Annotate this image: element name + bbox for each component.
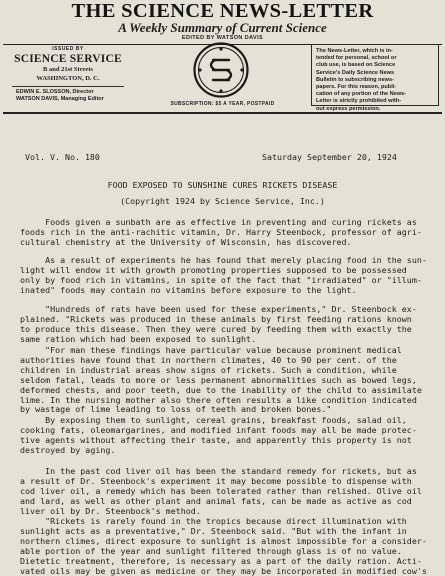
- article-paragraph: By exposing them to sunlight, cereal grains, breakfast foods, salad oil, cooking fats, oleomargarines, and modified infant foods may all be made protec- tive agents without affecting their taste, and apparently this property is not destroyed by aging.: [20, 415, 417, 455]
- usage-notice-line: papers. For this reason, publi-: [316, 84, 397, 91]
- article-copyright: (Copyright 1924 by Science Service, Inc.): [120, 196, 325, 206]
- publisher-city: WASHINGTON, D. C.: [36, 75, 100, 82]
- editor-credit: EDITED BY WATSON DAVIS: [181, 35, 264, 41]
- newsletter-title: THE SCIENCE NEWS-LETTER: [71, 0, 374, 22]
- issuer-block: [4, 46, 132, 103]
- newsletter-subtitle: A Weekly Summary of Current Science: [118, 20, 327, 35]
- article-paragraph: Foods given a sunbath are as effective in preventing and curing rickets as foods rich in the anti-rachitic vitamin, Dr. Harry Steenbock, professor of agri- cultural chemistry at the University of Wisconsin, has discovered.: [20, 217, 422, 247]
- usage-notice-line: club use, is based on Science: [316, 62, 396, 69]
- usage-notice-text: [316, 48, 434, 113]
- usage-notice-line: Service's Daily Science News: [316, 69, 395, 76]
- usage-notice-line: out express permission.: [316, 105, 381, 112]
- usage-notice-line: Bulletin to subscribing news-: [316, 76, 395, 83]
- publisher-name: SCIENCE SERVICE: [14, 53, 122, 65]
- director-line: EDWIN E. SLOSSON, Director: [16, 89, 94, 95]
- article-paragraph: "For man these findings have particular value because prominent medical authorities have found that in northern climates, 40 to 90 per cent. of the children in industrial areas show signs of rickets. Such a condition, while seldom fatal, leads to more or less permanent abnormalities such as bowed legs, deformed chests, and poor teeth, due to the inability of the child to assimilate lime. In the nursing mother also there often results a like condition indicated by wastage of lime leading to loss of teeth and broken bones.": [20, 345, 422, 415]
- usage-notice-line: cation of any portion of the News-: [316, 91, 407, 98]
- usage-notice-line: tended for personal, school or: [316, 55, 397, 62]
- usage-notice-line: The News-Letter, which is in-: [316, 48, 393, 54]
- volume-number: Vol. V. No. 180: [25, 152, 100, 162]
- managing-editor-line: WATSON DAVIS, Managing Editor: [16, 96, 104, 102]
- issued-by-label: ISSUED BY: [52, 46, 84, 52]
- article-headline: FOOD EXPOSED TO SUNSHINE CURES RICKETS DISEASE: [107, 180, 338, 190]
- article-paragraph: In the past cod liver oil has been the standard remedy for rickets, but as a result of Dr. Steenbock's experiment it may become possible to dispense with cod liver oil, a remedy which has been tolerated rather than relished. Olive oil and lard, as well as other plant and animal fats, can be made as active as cod liver oil by Dr. Steenbock's method.: [20, 466, 422, 516]
- subscription-price: SUBSCRIPTION: $5 A YEAR, POSTPAID: [170, 101, 275, 107]
- science-service-logo-icon: [193, 42, 249, 98]
- article-paragraph: As a result of experiments he has found that merely placing food in the sun- light will endow it with growth promoting properties supposed to be possessed only by food rich in vitamins, in spite of the fact that "irradiated" or "illum- inated" foods may contain no vitamins before exposure to the light.: [20, 255, 427, 295]
- usage-notice-line: Letter is strictly prohibited with-: [316, 98, 402, 105]
- article-paragraph: "Rickets is rarely found in the tropics because direct illumination with sunlight acts as a preventative," Dr. Steenbock said. "But with the infant in northern climes, direct exposure to sunlight is almost impossible for a consider- able portion of the year and sunlight filtered through glass is of no value. Dietetic treatment, therefore, is necessary as a part of the daily ration. Acti- vated oils may be given as medicine or they may be incorporated in modified cow's: [20, 516, 427, 576]
- article-paragraph: "Hundreds of rats have been used for these experiments," Dr. Steenbock ex- plained. "Rickets was produced in these animals by first feeding rations known to produce this disease. Then they were cured by feeding them with exactly the same ration which had been exposed to sunlight.: [20, 304, 417, 344]
- header-bottom-rule: [3, 112, 442, 114]
- issue-date: Saturday September 20, 1924: [262, 152, 397, 162]
- usage-notice-box: [311, 44, 439, 112]
- publisher-address: B and 21st Streets: [43, 66, 93, 73]
- issuer-divider: [12, 86, 124, 87]
